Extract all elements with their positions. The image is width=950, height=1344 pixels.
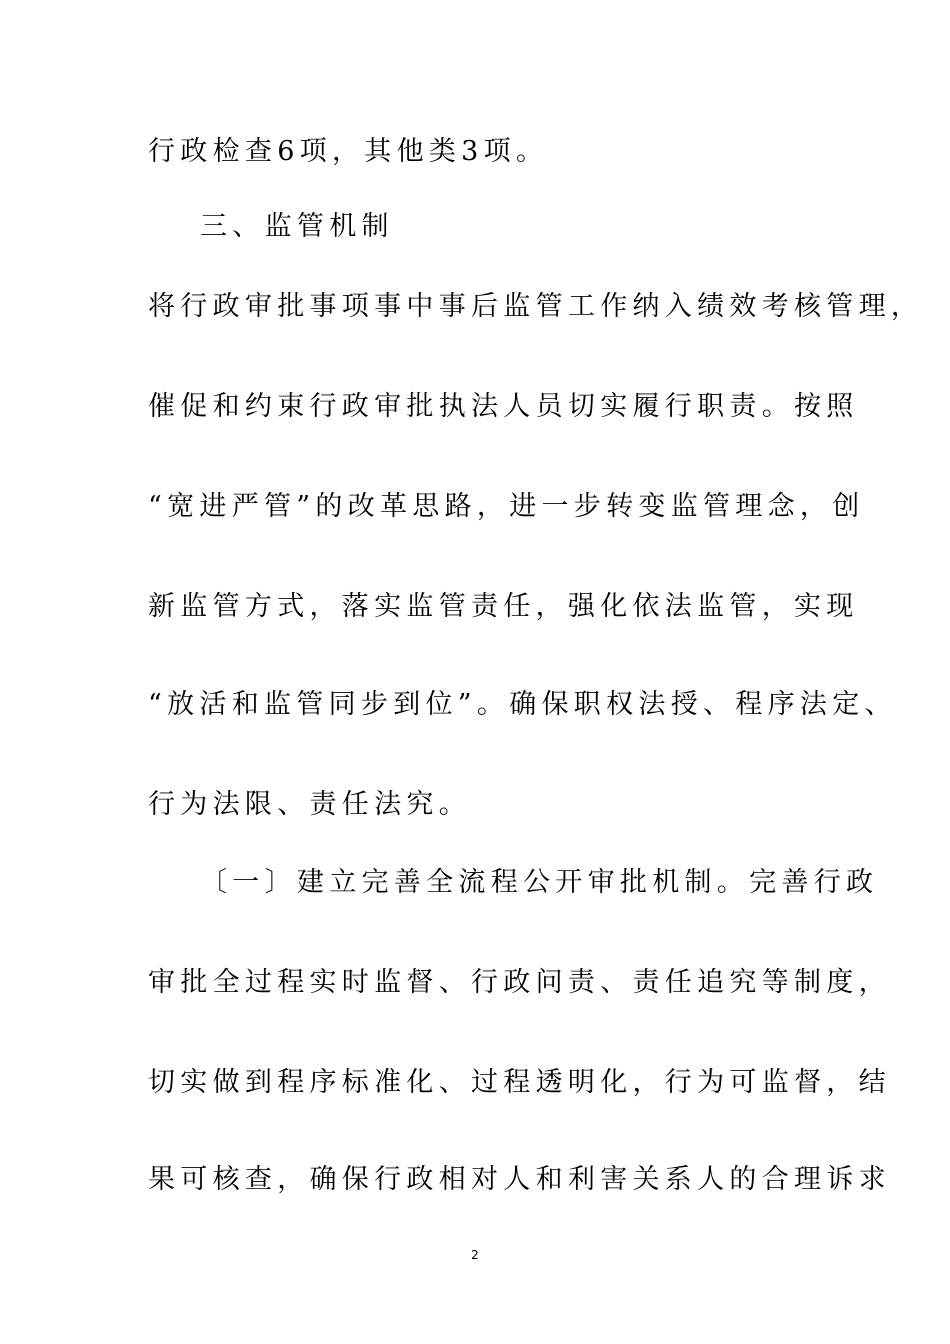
body-text-line: 新监管方式，落实监管责任，强化依法监管，实现 [148, 591, 859, 622]
body-text-line: 果可核查，确保行政相对人和利害关系人的合理诉求 [148, 1164, 891, 1195]
section-heading: 三、监管机制 [200, 211, 394, 242]
body-text-line: 催促和约束行政审批执法人员切实履行职责。按照 [148, 391, 859, 422]
body-text-line: “宽进严管”的改革思路，进一步转变监管理念，创 [148, 491, 865, 522]
body-text-line: “放活和监管同步到位”。确保职权法授、程序法定、 [148, 689, 897, 720]
page-number: 2 [471, 1248, 479, 1262]
body-text-line: 审批全过程实时监督、行政问责、责任追究等制度， [148, 967, 891, 998]
body-text-line: 切实做到程序标准化、过程透明化，行为可监督，结 [148, 1067, 891, 1098]
body-text-line: 行政检查6项，其他类3项。 [148, 136, 549, 167]
body-text-line: 将行政审批事项事中事后监管工作纳入绩效考核管理， [148, 291, 924, 322]
subsection-heading-line: 〔一〕建立完善全流程公开审批机制。完善行政 [200, 867, 879, 898]
body-text-line: 行为法限、责任法究。 [148, 789, 471, 820]
